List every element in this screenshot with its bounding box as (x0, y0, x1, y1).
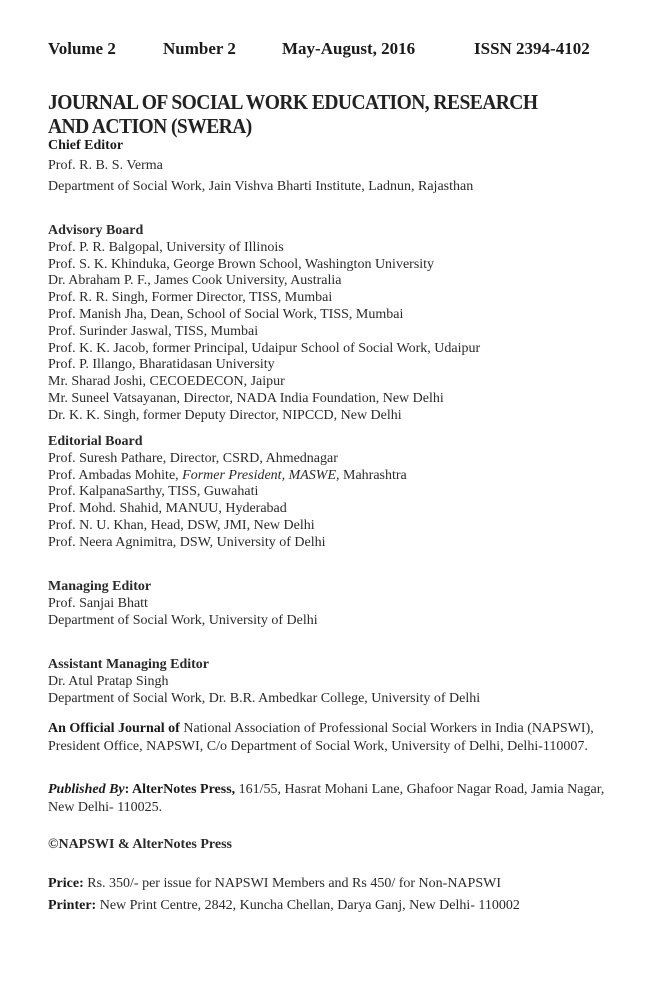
price-label: Price: (48, 876, 84, 891)
printer-label: Printer: (48, 898, 97, 913)
issn: ISSN 2394-4102 (474, 39, 590, 58)
assistant-managing-editor-section (48, 657, 480, 707)
editorial-board-label: Editorial Board (48, 434, 143, 449)
chief-editor-section (48, 138, 473, 196)
official-journal-label: An Official Journal of (48, 721, 180, 736)
board-member: Prof. Neera Agnimitra, DSW, University of Delhi (48, 534, 326, 550)
managing-editor-label: Managing Editor (48, 579, 152, 594)
volume: Volume 2 (48, 39, 116, 58)
published-by-statement: Published By: AlterNotes Press, 161/55, Hasrat Mohani Lane, Ghafoor Nagar Road, Jamia Nagar, New Delhi- 110025. (48, 782, 605, 815)
board-member: Dr. Abraham P. F., James Cook University, Australia (48, 273, 342, 289)
board-member: Prof. Manish Jha, Dean, School of Social Work, TISS, Mumbai (48, 306, 404, 322)
board-member: Mr. Sharad Joshi, CECOEDECON, Jaipur (48, 374, 285, 390)
issue-number: Number 2 (163, 39, 236, 58)
printer-text: New Print Centre, 2842, Kuncha Chellan, Darya Ganj, New Delhi- 110002 (96, 898, 520, 913)
managing-editor-affiliation: Department of Social Work, University of Delhi (48, 612, 318, 628)
publisher-address: 161/55, Hasrat Mohani Lane, Ghafoor Nagar Road, Jamia Nagar, New Delhi- 110025. (48, 782, 605, 815)
board-member: Prof. Suresh Pathare, Director, CSRD, Ahmednagar (48, 450, 338, 466)
managing-editor-name: Prof. Sanjai Bhatt (48, 595, 148, 611)
copyright: ©NAPSWI & AlterNotes Press (48, 837, 233, 852)
price-line (48, 876, 501, 893)
assistant-managing-editor-label: Assistant Managing Editor (48, 657, 210, 672)
board-member: Prof. K. K. Jacob, former Principal, Udaipur School of Social Work, Udaipur (48, 340, 481, 356)
board-member: Dr. K. K. Singh, former Deputy Director, NIPCCD, New Delhi (48, 407, 402, 423)
board-member: Prof. N. U. Khan, Head, DSW, JMI, New Delhi (48, 517, 315, 533)
board-member: Prof. Ambadas Mohite, Former President, MASWE, Mahrashtra (48, 467, 407, 483)
assistant-managing-editor-name: Dr. Atul Pratap Singh (48, 673, 169, 689)
board-member: Prof. KalpanaSarthy, TISS, Guwahati (48, 484, 259, 500)
issue-period: May-August, 2016 (282, 39, 416, 58)
board-member: Prof. Mohd. Shahid, MANUU, Hyderabad (48, 501, 287, 517)
assistant-managing-editor-affiliation: Department of Social Work, Dr. B.R. Ambedkar College, University of Delhi (48, 690, 481, 706)
advisory-board-label: Advisory Board (48, 223, 144, 238)
chief-editor-label: Chief Editor (48, 138, 124, 153)
journal-title-line-2: AND ACTION (SWERA) (48, 114, 252, 138)
board-member: Prof. S. K. Khinduka, George Brown School, Washington University (48, 256, 435, 272)
board-member: Mr. Suneel Vatsayanan, Director, NADA India Foundation, New Delhi (48, 390, 444, 406)
chief-editor-name: Prof. R. B. S. Verma (48, 158, 163, 173)
publisher-name: AlterNotes Press, (132, 782, 236, 797)
board-member: Prof. R. R. Singh, Former Director, TISS, Mumbai (48, 290, 333, 306)
board-member: Prof. P. R. Balgopal, University of Illinois (48, 239, 284, 255)
journal-title (48, 90, 537, 138)
official-journal-statement (48, 720, 613, 755)
official-journal-text: National Association of Professional Social Workers in India (NAPSWI), President Office, NAPSWI, C/o Department of Social Work, University of Delhi, Delhi-110007. (48, 721, 594, 754)
printer-line (48, 898, 520, 915)
managing-editor-section (48, 579, 318, 629)
published-by-label: Published By (48, 782, 125, 797)
editorial-board-section (48, 434, 407, 552)
advisory-board-section (48, 223, 480, 425)
chief-editor-affiliation: Department of Social Work, Jain Vishva Bharti Institute, Ladnun, Rajasthan (48, 178, 474, 194)
price-text: Rs. 350/- per issue for NAPSWI Members and Rs 450/ for Non-NAPSWI (83, 876, 501, 891)
board-member: Prof. Surinder Jaswal, TISS, Mumbai (48, 323, 259, 339)
journal-title-line-1: JOURNAL OF SOCIAL WORK EDUCATION, RESEARCH (48, 90, 538, 114)
board-member: Prof. P. Illango, Bharatidasan University (48, 357, 275, 373)
